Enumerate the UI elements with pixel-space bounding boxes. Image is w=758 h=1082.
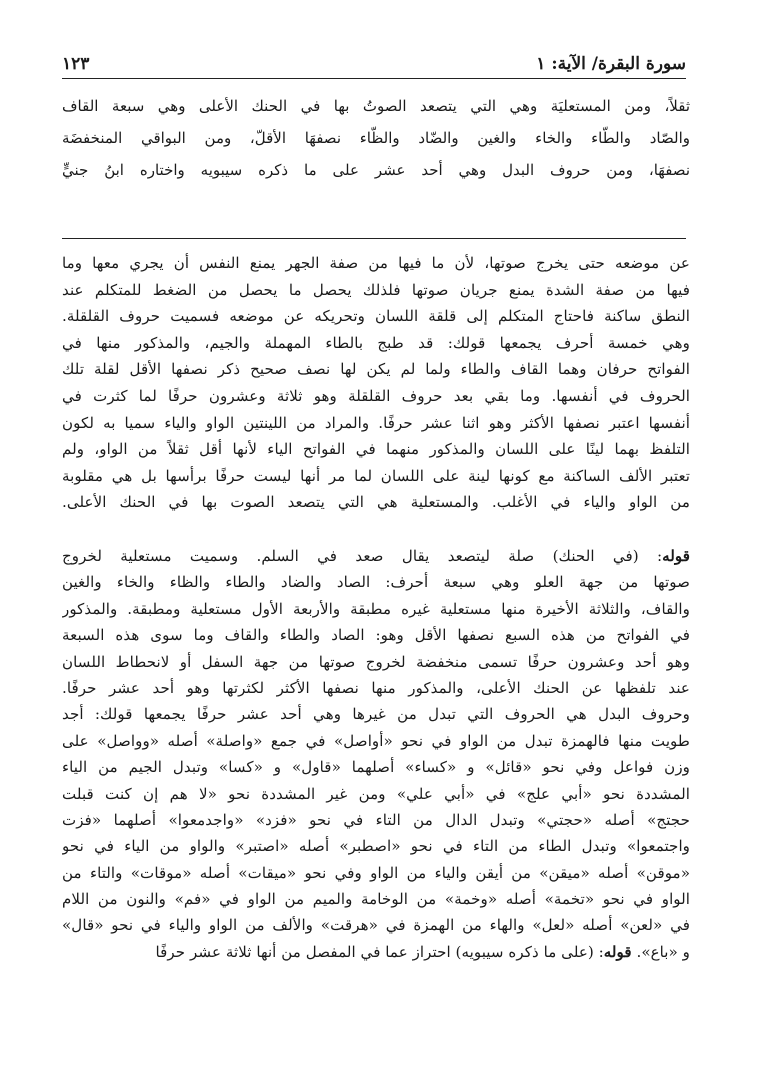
text-line: أنفسها اعتبر نصفها الأكثر وهو اثنا عشر حرفًا. والمراد من اللينتين الواو والياء سميا به لكون [62, 413, 690, 432]
text-line: ثقلاً، ومن المستعليَة وهي التي يتصعد الصوتُ بها في الحنك الأعلى وهي سبعة القاف [62, 97, 690, 115]
text-line: طويت منها فالهمزة تبدل من الواو في نحو «أواصل» في جمع «واصلة» أصله «وواصل» على [62, 731, 690, 750]
text-line: في الفواتح من هذه السبع نصفها الأقل وهو: الصاد والطاء والقاف وما سوى هذه السبعة [62, 626, 690, 645]
text-line: التلفظ بهما لينًا على اللسان والمذكور منهما في الفواتح الياء لأنها أقل ثقلاً من الواو، ولم [62, 440, 690, 459]
text-line: تعتبر الألف الساكنة مع كونها لينة على اللسان لما مر أنها ليست حرفًا برأسها بل هي مقلوبة [62, 466, 690, 485]
keyword: قوله [603, 942, 632, 961]
text-line: «موقن» أصله «ميقن» من أيقن والياء من الواو وفي نحو «ميقات» أصله «موقات» والتاء من [62, 863, 690, 882]
text-line: في «لعن» أصله «لعل» والهاء من الهمزة في «هرقت» والألف من الواو والياء في نحو «قال» [62, 916, 690, 935]
text-line: من الواو والياء في الأغلب. والمستعلية هي التي يتصعد الصوت بها في الحنك الأعلى. [62, 493, 690, 512]
separator-rule [62, 238, 686, 239]
text-line: صوتها من جهة العلو وهي سبعة أحرف: الصاد والضاد والطاء والظاء والخاء والغين [62, 573, 690, 592]
text-line: والقاف، والثلاثة الأخيرة منها مستعلية غيره مطبقة والأربعة الأول مستعلية ومطبقة. والمذكور [62, 599, 690, 618]
text-line: عن موضعه حتى يخرج صوتها، لأن ما فيها من صفة الجهر يمنع النفس أن يجري معها وما [62, 254, 690, 272]
text-line: عند تلفظها عن الحنك الأعلى، والمذكور منها نصفها الأكثر لكثرتها وهو أحد عشر حرفًا. [62, 678, 690, 697]
text-line: الفواتح حرفان وهما القاف والطاء ولما لم يكن لها نصف صحيح ذكر نصفها الأقل لقلة تلك [62, 360, 690, 379]
page-header [62, 44, 686, 74]
text-line: الواو في نحو «تخمة» أصله «وخمة» من الوخامة والميم من الواو في «فم» والنون من اللام [62, 890, 690, 909]
second-paragraph [62, 543, 690, 965]
text-line: وهي خمسة أحرف يجمعها قولك: قد طبج بالطاء المهملة والجيم، والمذكور منها في [62, 333, 690, 352]
text-span: : (في الحنك) صلة ليتصعد يقال صعد في السلم. وسميت مستعلية لخروج [62, 547, 663, 565]
text-line: وهو أحد وعشرون حرفًا تسمى منخفضة لخروج صوتها من جهة السفل أو لانحطاط اللسان [62, 652, 690, 671]
text-line: واجتمعوا» وتبدل الطاء من التاء في نحو «اصطبر» أصله «اصتبر» والواو من الياء في نحو [62, 837, 690, 856]
keyword: قوله [662, 547, 690, 565]
header-rule [62, 78, 686, 79]
main-paragraph [62, 250, 690, 516]
text-line: الحروف في أنفسها. وما بقي بعد حروف القلقلة وهو ثلاثة وعشرون حرفًا لما كثرت في [62, 386, 690, 405]
text-line [62, 939, 690, 965]
top-commentary [62, 90, 690, 186]
page-number: ١٢٣ [62, 54, 90, 74]
text-line: وحروف البدل هي الحروف التي تبدل من غيرها وهي أحد عشر حرفًا يجمعها قولك: أجد [62, 705, 690, 724]
text-line: نصفهَا، ومن حروف البدل وهي أحد عشر على ما ذكره سيبويه واختاره ابنُ جنيٍّ [62, 161, 690, 179]
text-line [62, 543, 690, 569]
text-line: وزن فواعل وفي نحو «قائل» و «كساء» أصلهما «قاول» و «كسا» وتبدل الجيم من الياء [62, 758, 690, 777]
text-span: و «باع». [631, 942, 690, 961]
text-line: النطق ساكنة فاحتاج المتكلم إلى قلقة اللسان وتحريكه عن موضعه فسميت حروف القلقلة. [62, 307, 690, 326]
running-title: سورة البقرة/ الآية: ١ [536, 54, 686, 74]
text-line: حجتج» أصله «حجتي» وتبدل الدال من التاء في نحو «فزد» «واجدمعوا» أصلهما «فزت [62, 810, 690, 829]
text-line: والصّاد والطّاء والخاء والغين والضّاد والظّاء نصفهَا الأقلّ، ومن البواقي المنخفضَة [62, 129, 690, 147]
text-span: : (على ما ذكره سيبويه) احتراز عما في المفصل من أنها ثلاثة عشر حرفًا [155, 942, 604, 961]
text-line: فيها من صفة الشدة يمنع جريان صوتها فلذلك يحصل ما يحصل من الضغط للمتكلم عند [62, 280, 690, 299]
text-line: المشددة نحو «أبي علج» في «أبي علي» ومن غير المشددة نحو «لا هم إن كنت قبلت [62, 784, 690, 803]
